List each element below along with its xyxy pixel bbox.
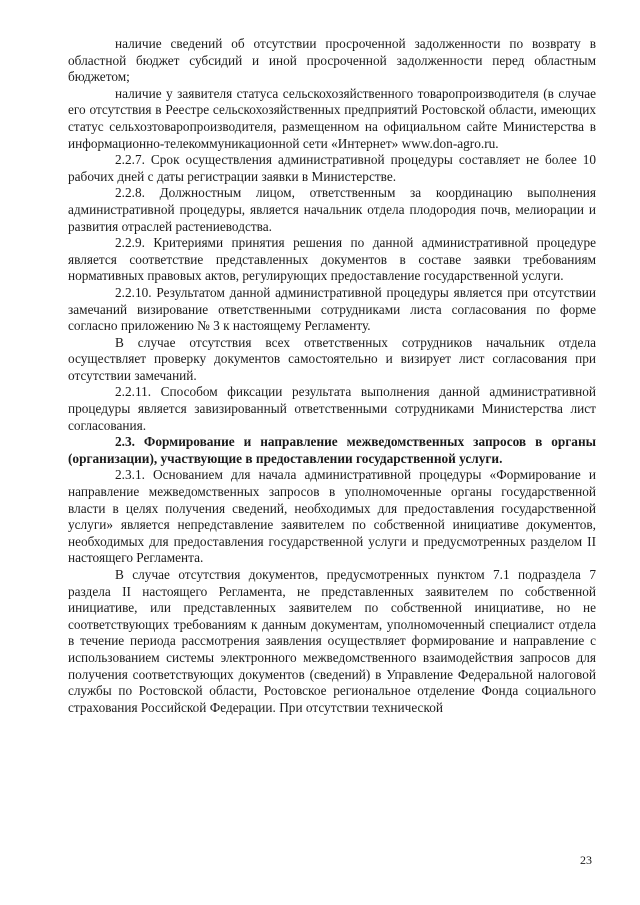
section-heading-2-3: 2.3. Формирование и направление межведомственных запросов в органы (организации), участвующие в предоставлении государственной услуги. <box>68 434 596 466</box>
paragraph-2-2-11: 2.2.11. Способом фиксации результата выполнения данной административной процедуры является завизированный ответственными сотрудниками Министерства лист согласования. <box>68 384 596 433</box>
paragraph-2-2-8: 2.2.8. Должностным лицом, ответственным за координацию выполнения административной процедуры, является начальник отдела плодородия почв, мелиорации и развития отраслей растениеводства. <box>68 185 596 234</box>
paragraph-absence-of-staff: В случае отсутствия всех ответственных сотрудников начальник отдела осуществляет проверку документов самостоятельно и визирует лист согласования при отсутствии замечаний. <box>68 334 596 383</box>
paragraph-producer-status: наличие у заявителя статуса сельскохозяйственного товаропроизводителя (в случае его отсутствия в Реестре сельскохозяйственных предприятий Ростовской области, имеющих статус сельхозтоваропроизводителя, размещенном на официальном сайте Министерства в информационно-телекоммуникационной сети «Интернет» www.don-agro.ru. <box>68 85 596 151</box>
paragraph-missing-documents: В случае отсутствия документов, предусмотренных пунктом 7.1 подраздела 7 раздела II настоящего Регламента, не представленных заявителем по собственной инициативе, или представленных заявителем по собственной инициативе, но не соответствующих требованиям к данным документам, уполномоченный специалист отдела в течение периода рассмотрения заявления осуществляет формирование и направление с использованием системы электронного межведомственного взаимодействия запросов для получения соответствующих документов (сведений) в Управление Федеральной налоговой службы по Ростовской области, Ростовское региональное отделение Фонда социального страхования Российской Федерации. При отсутствии технической <box>68 567 596 715</box>
paragraph-2-2-9: 2.2.9. Критериями принятия решения по данной административной процедуре является соответствие представленных документов в составе заявки требованиям нормативных правовых актов, регулирующих предоставление государственной услуги. <box>68 235 596 284</box>
document-body <box>68 36 596 716</box>
paragraph-debt-info: наличие сведений об отсутствии просроченной задолженности по возврату в областной бюджет субсидий и иной просроченной задолженности перед областным бюджетом; <box>68 36 596 85</box>
paragraph-2-3-1: 2.3.1. Основанием для начала административной процедуры «Формирование и направление межведомственных запросов в уполномоченные органы государственной власти в целях получения сведений, необходимых для предоставления государственной услуги» является непредставление заявителем по собственной инициативе документов, необходимых для предоставления государственной услуги и предусмотренных разделом II настоящего Регламента. <box>68 467 596 566</box>
page-number: 23 <box>580 853 592 867</box>
paragraph-2-2-10: 2.2.10. Результатом данной административной процедуры является при отсутствии замечаний визирование ответственными сотрудниками листа согласования по форме согласно приложению № 3 к настоящему Регламенту. <box>68 284 596 334</box>
paragraph-2-2-7: 2.2.7. Срок осуществления административной процедуры составляет не более 10 рабочих дней с даты регистрации заявки в Министерстве. <box>68 152 596 184</box>
